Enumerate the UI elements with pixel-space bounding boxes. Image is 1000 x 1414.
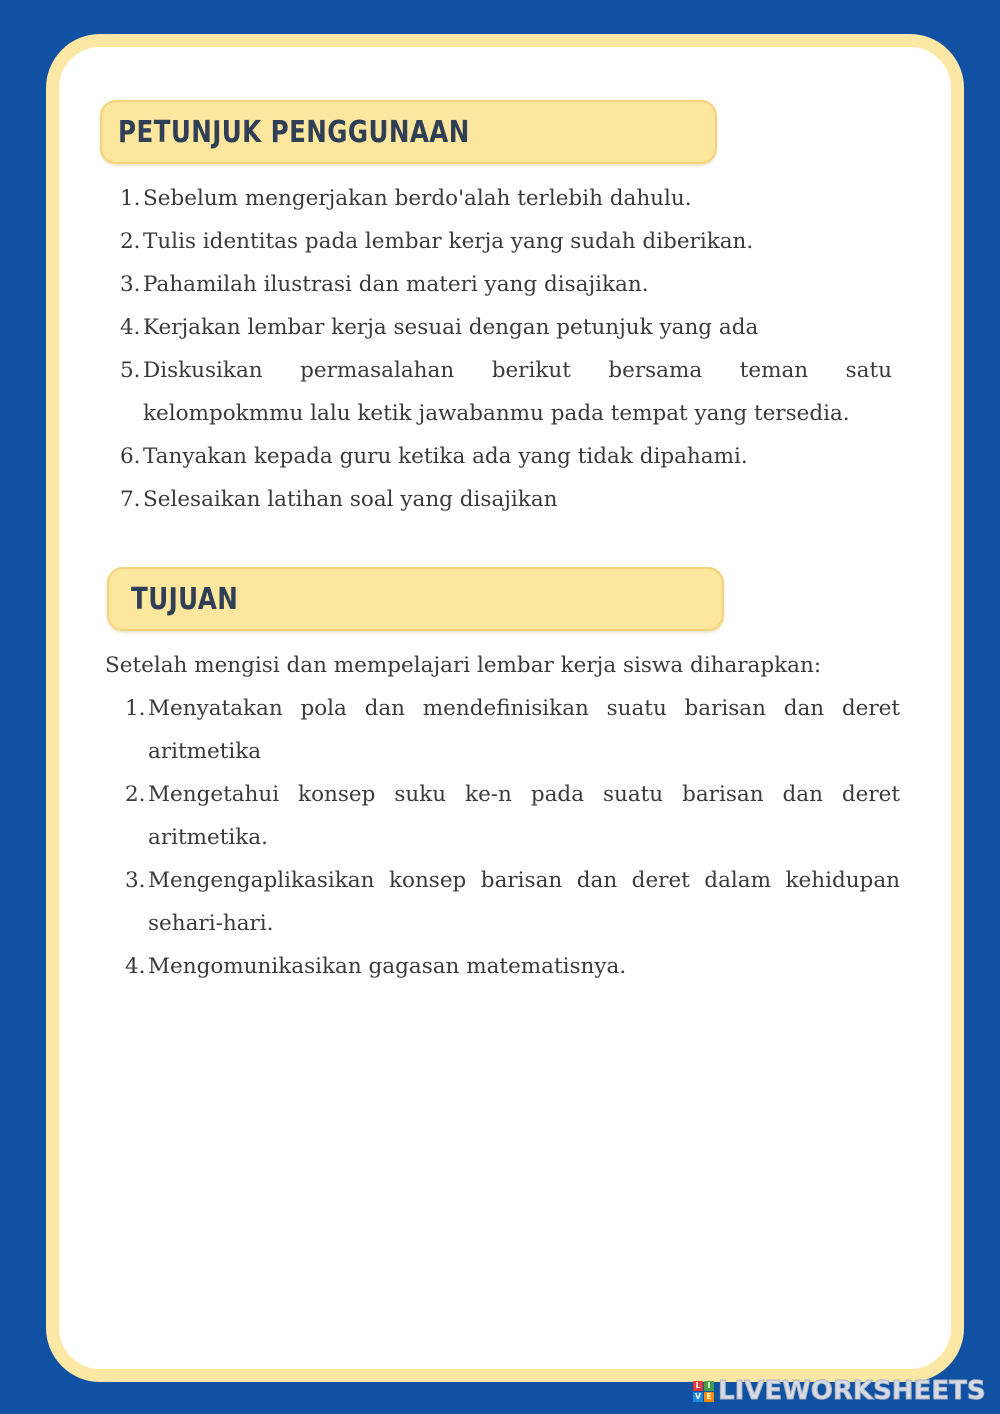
list-number: 3. bbox=[120, 272, 141, 297]
list-text: Tanyakan kepada guru ketika ada yang tidak dipahami. bbox=[143, 444, 748, 469]
list-number: 1. bbox=[125, 696, 146, 721]
list-text: Mengengaplikasikan konsep barisan dan deret dalam kehidupan bbox=[148, 868, 900, 893]
petunjuk-banner bbox=[100, 100, 717, 164]
list-item bbox=[120, 356, 141, 386]
list-number: 4. bbox=[125, 954, 146, 979]
tujuan-intro: Setelah mengisi dan mempelajari lembar kerja siswa diharapkan: bbox=[105, 653, 822, 678]
list-text: Diskusikan permasalahan berikut bersama teman satu bbox=[143, 358, 892, 383]
tujuan-title: TUJUAN bbox=[131, 582, 239, 617]
logo-square: E bbox=[704, 1392, 714, 1402]
list-item bbox=[120, 313, 141, 343]
list-item bbox=[120, 442, 141, 472]
list-number: 4. bbox=[120, 315, 141, 340]
list-text: Menyatakan pola dan mendefinisikan suatu barisan dan deret bbox=[148, 696, 900, 721]
logo-square: L bbox=[693, 1381, 703, 1391]
logo-squares-icon bbox=[693, 1381, 714, 1402]
list-item bbox=[125, 866, 146, 896]
list-text-continued: sehari-hari. bbox=[148, 911, 274, 936]
list-item bbox=[125, 694, 146, 724]
list-text: Kerjakan lembar kerja sesuai dengan petunjuk yang ada bbox=[143, 315, 759, 340]
list-number: 1. bbox=[120, 186, 141, 211]
list-text-continued: kelompokmmu lalu ketik jawabanmu pada tempat yang tersedia. bbox=[143, 401, 850, 426]
petunjuk-title: PETUNJUK PENGGUNAAN bbox=[118, 115, 470, 150]
logo-text: LIVEWORKSHEETS bbox=[718, 1376, 986, 1406]
list-text: Pahamilah ilustrasi dan materi yang disajikan. bbox=[143, 272, 649, 297]
tujuan-banner bbox=[107, 567, 724, 631]
list-number: 2. bbox=[125, 782, 146, 807]
list-text: Mengetahui konsep suku ke-n pada suatu barisan dan deret bbox=[148, 782, 900, 807]
list-item bbox=[120, 184, 141, 214]
list-text: Tulis identitas pada lembar kerja yang sudah diberikan. bbox=[143, 229, 754, 254]
list-text-continued: aritmetika. bbox=[148, 825, 268, 850]
list-number: 3. bbox=[125, 868, 146, 893]
list-text: Selesaikan latihan soal yang disajikan bbox=[143, 487, 558, 512]
list-item bbox=[125, 952, 146, 982]
list-item bbox=[120, 270, 141, 300]
list-item bbox=[125, 780, 146, 810]
list-text-continued: aritmetika bbox=[148, 739, 262, 764]
logo-square: I bbox=[704, 1381, 714, 1391]
list-item bbox=[120, 485, 141, 515]
list-number: 7. bbox=[120, 487, 141, 512]
list-item bbox=[120, 227, 141, 257]
list-number: 5. bbox=[120, 358, 141, 383]
list-text: Mengomunikasikan gagasan matematisnya. bbox=[148, 954, 627, 979]
logo-square: V bbox=[694, 1391, 702, 1401]
list-number: 2. bbox=[120, 229, 141, 254]
list-text: Sebelum mengerjakan berdo'alah terlebih dahulu. bbox=[143, 186, 692, 211]
liveworksheets-logo[interactable] bbox=[693, 1378, 986, 1404]
list-number: 6. bbox=[120, 444, 141, 469]
